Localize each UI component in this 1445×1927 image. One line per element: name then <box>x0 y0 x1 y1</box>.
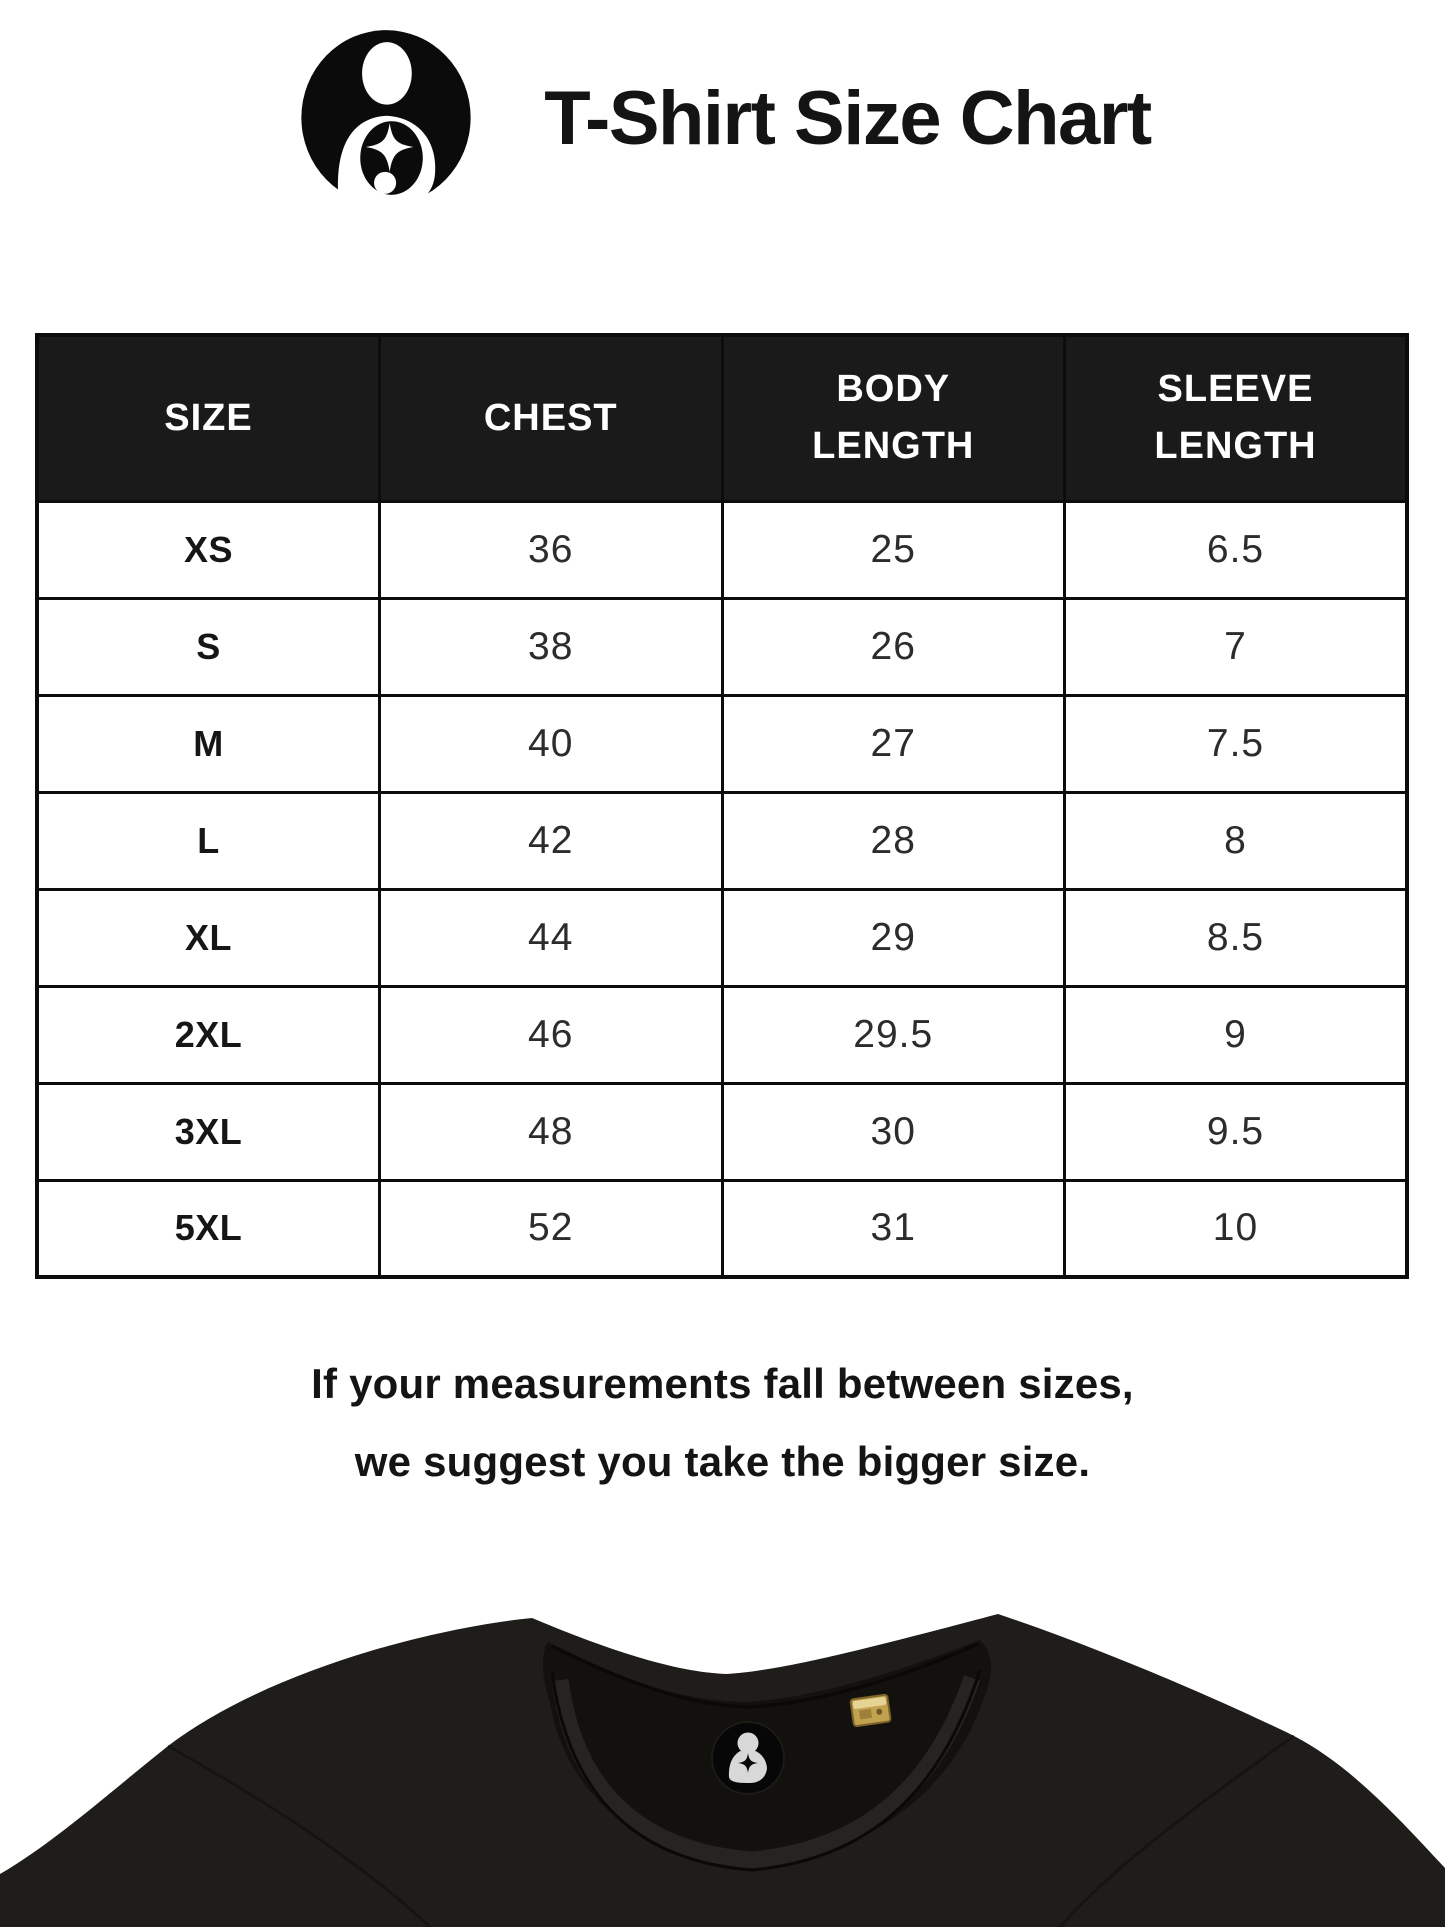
size-cell: 3XL <box>37 1083 380 1180</box>
chest-cell: 48 <box>380 1083 723 1180</box>
size-cell: L <box>37 792 380 889</box>
chest-cell: 44 <box>380 889 723 986</box>
table-row <box>37 792 1407 889</box>
table-row <box>37 889 1407 986</box>
size-cell: XS <box>37 501 380 598</box>
chest-cell: 52 <box>380 1180 723 1277</box>
sleeve-length-cell: 9.5 <box>1065 1083 1408 1180</box>
body-length-cell: 30 <box>722 1083 1065 1180</box>
chest-cell: 36 <box>380 501 723 598</box>
size-cell: XL <box>37 889 380 986</box>
body-length-cell: 31 <box>722 1180 1065 1277</box>
body-length-cell: 29.5 <box>722 986 1065 1083</box>
size-cell: 2XL <box>37 986 380 1083</box>
body-length-cell: 25 <box>722 501 1065 598</box>
tshirt-collar-photo <box>0 1560 1445 1927</box>
sleeve-length-cell: 9 <box>1065 986 1408 1083</box>
size-chart-table <box>35 333 1409 1279</box>
body-length-cell: 27 <box>722 695 1065 792</box>
column-header-size: SIZE <box>37 335 380 501</box>
gold-tag <box>850 1694 890 1726</box>
column-header-chest: CHEST <box>380 335 723 501</box>
column-header-body-length: BODY LENGTH <box>722 335 1065 501</box>
sleeve-length-cell: 6.5 <box>1065 501 1408 598</box>
chest-cell: 40 <box>380 695 723 792</box>
size-cell: M <box>37 695 380 792</box>
sleeve-length-cell: 7.5 <box>1065 695 1408 792</box>
sizing-note-line-1: If your measurements fall between sizes, <box>311 1360 1134 1407</box>
sizing-note <box>0 1345 1445 1500</box>
table-row <box>37 1180 1407 1277</box>
page-title: T-Shirt Size Chart <box>544 75 1151 161</box>
table-row <box>37 986 1407 1083</box>
sleeve-length-cell: 8.5 <box>1065 889 1408 986</box>
sleeve-length-cell: 7 <box>1065 598 1408 695</box>
table-header-row <box>37 335 1407 501</box>
header <box>0 20 1445 216</box>
chest-cell: 42 <box>380 792 723 889</box>
body-length-cell: 28 <box>722 792 1065 889</box>
size-cell: 5XL <box>37 1180 380 1277</box>
body-length-cell: 26 <box>722 598 1065 695</box>
size-cell: S <box>37 598 380 695</box>
table-row <box>37 598 1407 695</box>
column-header-sleeve-length: SLEEVE LENGTH <box>1065 335 1408 501</box>
sizing-note-line-2: we suggest you take the bigger size. <box>354 1437 1091 1485</box>
chest-cell: 46 <box>380 986 723 1083</box>
table-row <box>37 501 1407 598</box>
sleeve-length-cell: 10 <box>1065 1180 1408 1277</box>
brand-logo-icon <box>294 20 478 216</box>
body-length-cell: 29 <box>722 889 1065 986</box>
chest-cell: 38 <box>380 598 723 695</box>
table-row <box>37 695 1407 792</box>
table-row <box>37 1083 1407 1180</box>
sleeve-length-cell: 8 <box>1065 792 1408 889</box>
